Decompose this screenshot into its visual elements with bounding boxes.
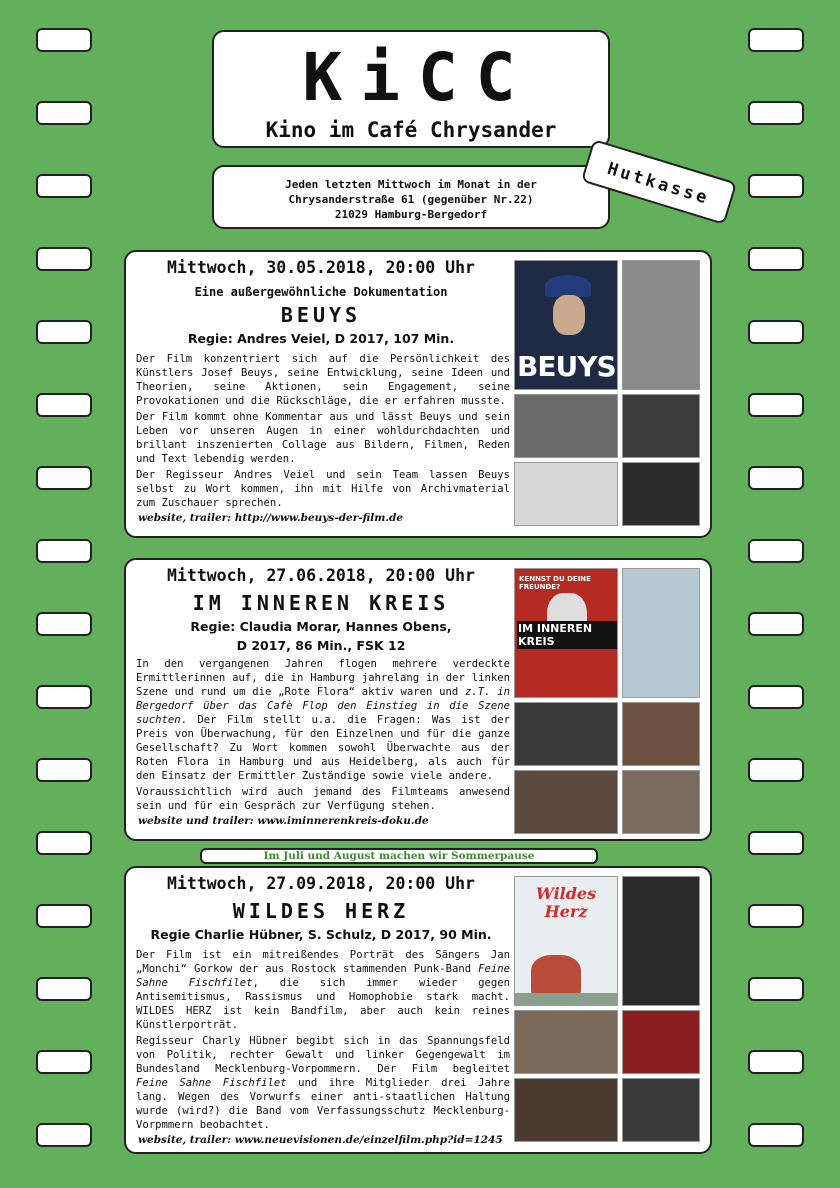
film-strip-hole xyxy=(748,685,804,709)
address-box xyxy=(212,165,610,229)
film-strip-hole xyxy=(36,758,92,782)
photo xyxy=(622,1078,700,1142)
photo xyxy=(622,876,700,1006)
text-run: Regisseur Charly Hübner begibt sich in das Spannungsfeld von Politik, rechter Gewalt und linker Gegengewalt im Bundesland Mecklenburg-Vorpommern. Der Film begleitet xyxy=(136,1035,510,1075)
film-strip-hole xyxy=(748,247,804,271)
text-run: , die sich immer wieder gegen Antisemitismus, Rassismus und Homophobie stark macht. WILDES HERZ ist kein Bandfilm, aber auch kein reines Künstlerporträt. xyxy=(136,977,510,1031)
text-run: Der Film ist ein mitreißendes Porträt des Sängers Jan „Monchi“ Gorkow der aus Rostock stammenden Punk-Band xyxy=(136,949,510,975)
text-run-italic: z.T. in Bergedorf über das Cafè Flop den Einstieg in die Szene suchten xyxy=(136,686,510,726)
film-strip-hole xyxy=(748,174,804,198)
film-credits: D 2017, 86 Min., FSK 12 xyxy=(236,638,406,653)
film-date: Mittwoch, 30.05.2018, 20:00 Uhr xyxy=(167,258,475,277)
photo xyxy=(622,462,700,526)
film-strip-hole xyxy=(36,174,92,198)
film-strip-hole xyxy=(36,977,92,1001)
poster-image xyxy=(514,876,618,1006)
film-strip-hole xyxy=(36,612,92,636)
text-run-italic: Feine Sahne Fischfilet xyxy=(136,1077,287,1089)
film-strip-hole xyxy=(36,539,92,563)
film-credits: Regie Charlie Hübner, S. Schulz, D 2017, 90 Min. xyxy=(150,927,492,942)
film-strip-hole xyxy=(748,320,804,344)
text-run: und ihre Mitglieder drei Jahre lang. Wegen des Vorwurfs einer anti-staatlichen Haltung wurde (wird?) die Band vom Verfassungsschutz Mecklenburg-Vorpmmern beobachtet. xyxy=(136,1077,510,1131)
film-link[interactable]: website und trailer: www.iminnerenkreis-doku.de xyxy=(138,815,429,827)
film-strip-hole xyxy=(748,539,804,563)
photo xyxy=(514,1078,618,1142)
film-credits: Regie: Claudia Morar, Hannes Obens, xyxy=(190,619,452,634)
summer-break-notice: Im Juli und August machen wir Sommerpause xyxy=(200,848,598,864)
photo xyxy=(514,702,618,766)
film-strip-hole xyxy=(36,28,92,52)
photo xyxy=(514,394,618,458)
film-description xyxy=(126,948,516,1132)
film-strip-hole xyxy=(748,758,804,782)
paragraph xyxy=(136,1034,510,1132)
film-strip-hole xyxy=(748,1123,804,1147)
poster-image xyxy=(514,568,618,698)
film-link[interactable]: website, trailer: www.neuevisionen.de/einzelfilm.php?id=1245 xyxy=(138,1134,503,1146)
film-description xyxy=(126,657,516,813)
film-title: WILDES HERZ xyxy=(232,899,410,923)
film-strip-hole xyxy=(36,904,92,928)
address-line-3: 21029 Hamburg-Bergedorf xyxy=(334,208,488,221)
poster-title: IM INNEREN KREIS xyxy=(517,621,617,649)
photo xyxy=(622,568,700,698)
film-strip-hole xyxy=(36,247,92,271)
text-run: . Der Film stellt u.a. die Fragen: Was ist der Preis von Überwachung, für den Einzelnen und für die ganze Gesellschaft? Zu Wort kommen sowohl Überwachte aus der Roten Flora in Hamburg und aus Heidelberg, als auch für den Einsatz der Ermittler Zuständige sowie viele andere. xyxy=(136,714,510,782)
film-strip-hole xyxy=(36,685,92,709)
photo xyxy=(622,260,700,390)
film-date: Mittwoch, 27.06.2018, 20:00 Uhr xyxy=(167,566,475,585)
address-line-1: Jeden letzten Mittwoch im Monat in der xyxy=(285,178,537,191)
photo xyxy=(514,462,618,526)
film-strip-hole xyxy=(748,977,804,1001)
paragraph: Der Regisseur Andres Veiel und sein Team lassen Beuys selbst zu Wort kommen, ihn mit Hilfe von Archivmaterial zum Zuschauer sprechen. xyxy=(136,469,510,509)
film-card-beuys xyxy=(124,250,712,538)
film-description xyxy=(126,352,516,510)
photo xyxy=(514,770,618,834)
film-title: IM INNEREN KREIS xyxy=(192,591,450,615)
photo xyxy=(514,1010,618,1074)
film-strip-hole xyxy=(748,831,804,855)
logo-subtitle: Kino im Café Chrysander xyxy=(265,118,557,142)
paragraph: Der Film kommt ohne Kommentar aus und lässt Beuys und sein Leben vor unseren Augen in einer wohldurchdachten und brillant inszenierten Collage aus Bildern, Filmen, Reden und Text lebendig werden. xyxy=(136,411,510,465)
photo-collage xyxy=(514,568,702,834)
paragraph: Voraussichtlich wird auch jemand des Filmteams anwesend sein und für ein Gespräch zur Verfügung stehen. xyxy=(136,786,510,812)
film-date: Mittwoch, 27.09.2018, 20:00 Uhr xyxy=(167,874,475,893)
photo-collage xyxy=(514,260,702,526)
film-link[interactable]: website, trailer: http://www.beuys-der-film.de xyxy=(138,512,403,524)
film-title: BEUYS xyxy=(280,303,362,327)
film-credits: Regie: Andres Veiel, D 2017, 107 Min. xyxy=(187,331,455,346)
address-line-2: Chrysanderstraße 61 (gegenüber Nr.22) xyxy=(288,193,534,206)
film-strip-hole xyxy=(36,1050,92,1074)
photo-collage xyxy=(514,876,702,1142)
film-strip-hole xyxy=(36,466,92,490)
poster-image xyxy=(514,260,618,390)
paragraph xyxy=(136,948,510,1032)
film-strip-hole xyxy=(748,466,804,490)
film-strip-hole xyxy=(36,101,92,125)
film-strip-hole xyxy=(36,393,92,417)
film-strip-hole xyxy=(748,28,804,52)
photo xyxy=(622,770,700,834)
logo-kicc: KiCC xyxy=(302,39,534,116)
film-card-im-inneren-kreis xyxy=(124,558,712,841)
paragraph xyxy=(136,657,510,783)
text-run: In den vergangenen Jahren flogen mehrere verdeckte Ermittlerinnen auf, die in Hamburg jahrelang in der linken Szene und rund um die „Rote Flora“ aktiv waren und xyxy=(136,658,510,698)
photo xyxy=(622,1010,700,1074)
poster-tagline: KENNST DU DEINE FREUNDE? xyxy=(519,575,591,591)
film-strip-hole xyxy=(748,101,804,125)
film-strip-hole xyxy=(36,1123,92,1147)
hutkasse-badge: Hutkasse xyxy=(581,139,737,225)
poster-title: Wildes Herz xyxy=(535,884,597,921)
film-strip-hole xyxy=(748,393,804,417)
film-tagline: Eine außergewöhnliche Dokumentation xyxy=(194,285,448,299)
film-strip-hole xyxy=(36,831,92,855)
film-strip-hole xyxy=(748,1050,804,1074)
photo xyxy=(622,702,700,766)
photo xyxy=(622,394,700,458)
film-strip-hole xyxy=(748,612,804,636)
film-strip-hole xyxy=(36,320,92,344)
film-strip-hole xyxy=(748,904,804,928)
logo-box xyxy=(212,30,610,148)
text-run-italic: Feine Sahne Fischfilet xyxy=(136,963,510,989)
paragraph: Der Film konzentriert sich auf die Persönlichkeit des Künstlers Josef Beuys, seine Entwicklung, seine Ideen und Theorien, seine Aktionen, sein Engagement, seine Provokationen und die Rückschläge, die er erfahren musste. xyxy=(136,353,510,407)
film-card-wildes-herz xyxy=(124,866,712,1154)
poster-title: BEUYS xyxy=(517,350,616,383)
